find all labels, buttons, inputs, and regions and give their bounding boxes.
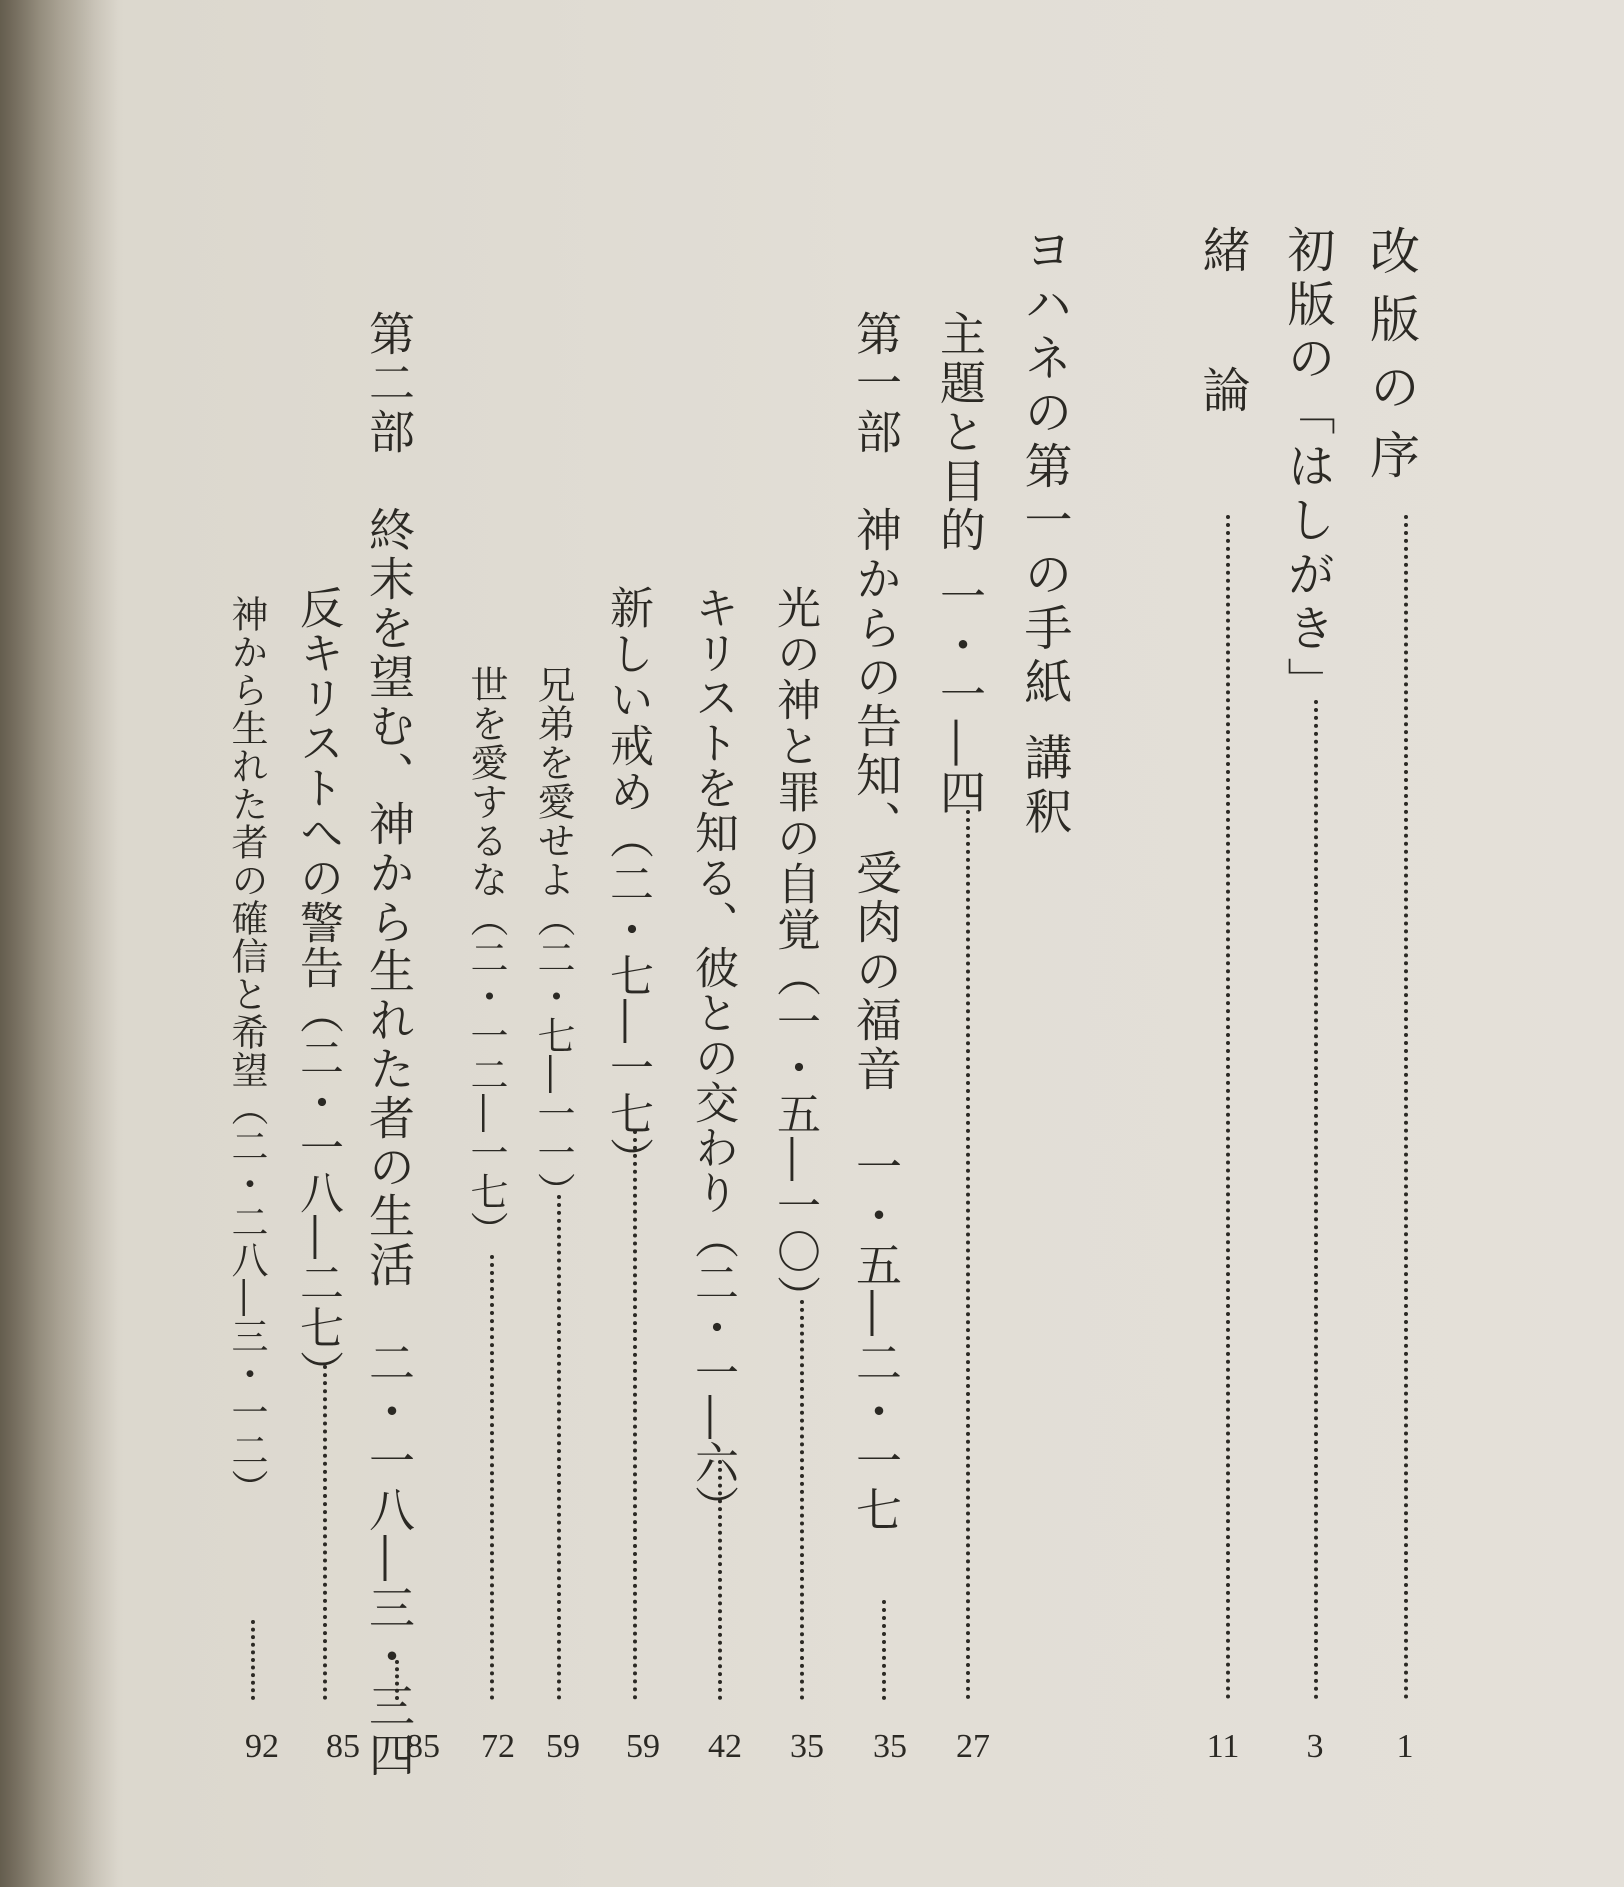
dot-leader xyxy=(1314,700,1318,1700)
toc-entry-page: 85 xyxy=(406,1728,440,1765)
toc-part-heading: 第二部 終末を望む、神から生れた者の生活 二・一八―三・三四 xyxy=(362,310,416,1780)
dot-leader xyxy=(395,1660,399,1700)
toc-entry-title: キリストを知る、彼との交わり（二・一―六） xyxy=(687,585,738,1530)
toc-entry-page: 42 xyxy=(708,1728,742,1765)
toc-entry-page: 85 xyxy=(326,1728,360,1765)
dot-leader xyxy=(718,1460,722,1700)
toc-part-heading: 第一部 神からの告知、受肉の福音 一・五―二・一七 xyxy=(849,310,903,1535)
toc-entry-page: 11 xyxy=(1206,1728,1240,1765)
toc-entry-title: 反キリストへの警告（二・一八―二七） xyxy=(292,585,343,1395)
dot-leader xyxy=(1226,515,1230,1700)
dot-leader xyxy=(633,1130,637,1700)
toc-entry-title: 初版の「はしがき」 xyxy=(1279,225,1335,711)
dot-leader xyxy=(966,810,970,1700)
toc-section-heading: ヨハネの第一の手紙 講釈 xyxy=(1016,225,1072,841)
toc-entry-title: 世を愛するな（二・一二―一七） xyxy=(464,665,508,1250)
toc-entry-title: 緒 論 xyxy=(1194,225,1250,435)
page-gutter-shadow xyxy=(0,0,118,1887)
toc-entry-title: 新しい戒め（二・七―一七） xyxy=(602,585,653,1183)
toc-entry-page: 35 xyxy=(790,1728,824,1765)
toc-entry-page: 59 xyxy=(626,1728,660,1765)
toc-entry-title: 光の神と罪の自覚（一・五―一〇） xyxy=(769,585,820,1321)
toc-entry-page: 3 xyxy=(1306,1728,1324,1765)
dot-leader xyxy=(800,1300,804,1700)
dot-leader xyxy=(323,1365,327,1700)
toc-entry-page: 92 xyxy=(245,1728,279,1765)
toc-entry-page: 1 xyxy=(1396,1728,1414,1765)
dot-leader xyxy=(557,1195,561,1700)
toc-entry-title: 改版の序 xyxy=(1362,225,1420,497)
dot-leader xyxy=(251,1620,255,1700)
dot-leader xyxy=(882,1600,886,1700)
toc-entry-title: 主題と目的 一・一―四 xyxy=(933,310,987,818)
toc-entry-page: 59 xyxy=(546,1728,580,1765)
toc-entry-page: 35 xyxy=(873,1728,907,1765)
dot-leader xyxy=(1404,515,1408,1700)
toc-entry-page: 27 xyxy=(956,1728,990,1765)
dot-leader xyxy=(490,1255,494,1700)
toc-entry-page: 72 xyxy=(481,1728,515,1765)
toc-entry-title: 兄弟を愛せよ（二・七―一一） xyxy=(531,665,575,1211)
toc-entry-title: 神から生れた者の確信と希望（二・二八―三・一二） xyxy=(225,595,268,1507)
